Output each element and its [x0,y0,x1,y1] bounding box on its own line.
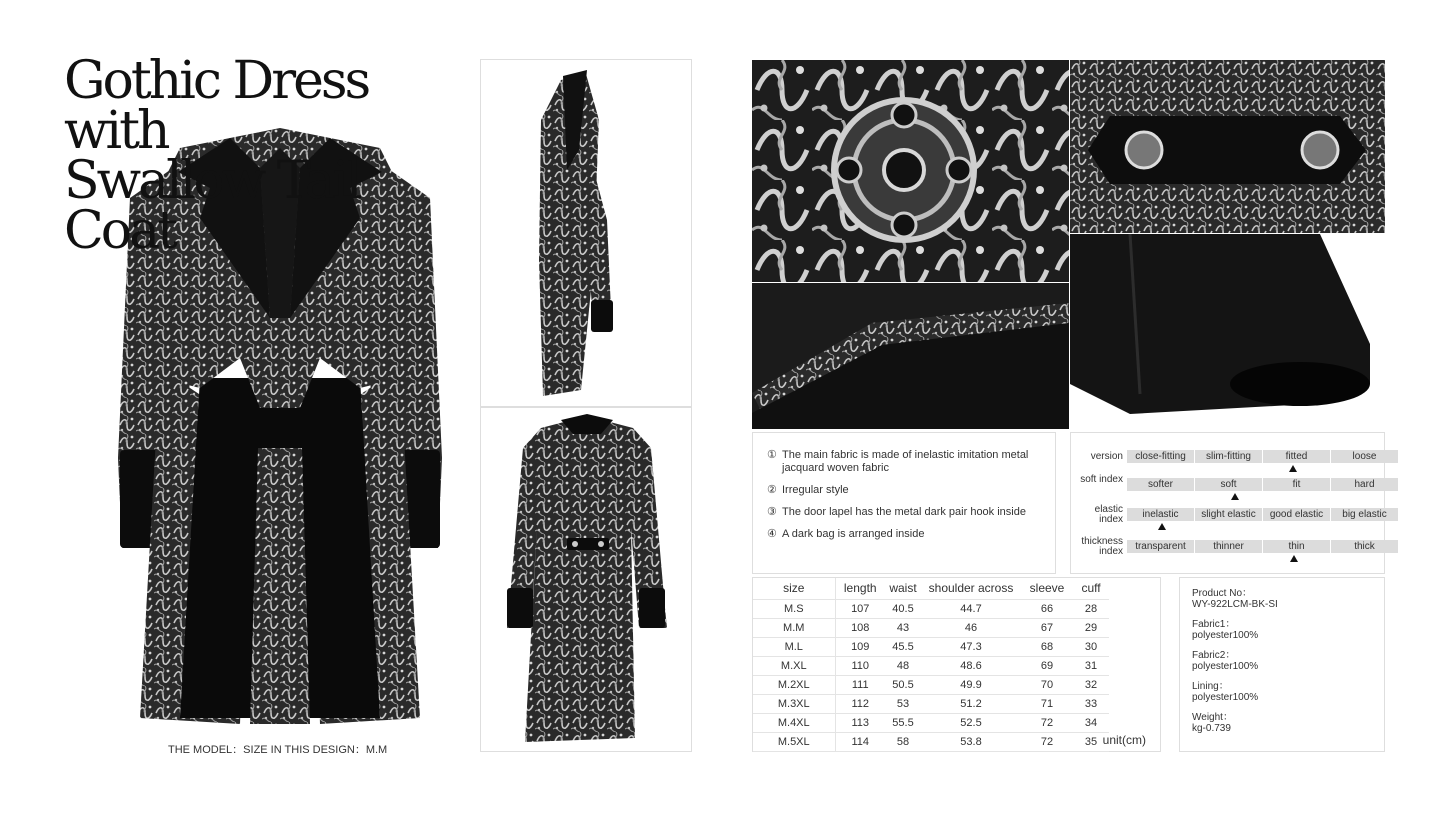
table-cell: 29 [1084,621,1098,634]
version-option: slim-fitting [1195,450,1262,463]
table-cell: 33 [1084,697,1098,710]
table-cell: M.4XL [753,713,835,732]
table-cell: 49.9 [960,678,982,691]
elastic-option: inelastic [1127,508,1194,521]
table-row [753,675,1109,694]
table-cell: M.S [753,599,835,618]
version-marker [1289,465,1297,472]
soft-option: fit [1263,478,1330,491]
table-row [753,637,1109,656]
table-cell: 113 [851,716,870,729]
header-shoulder: shoulder across [928,581,1014,596]
table-cell: 69 [1040,659,1054,672]
table-cell: 53 [896,697,910,710]
feature-item: ③ The door lapel has the metal dark pair hook inside [767,506,1026,518]
table-cell: 107 [851,602,870,615]
unit-label: unit(cm) [1102,733,1146,747]
table-cell: 40.5 [892,602,914,615]
table-cell: 72 [1040,735,1054,748]
table-cell: 53.8 [960,735,982,748]
header-size: size [753,578,835,599]
table-cell: 43 [896,621,910,634]
table-cell: M.L [753,637,835,656]
elastic-index-label: elastic index [1094,504,1123,525]
table-row [753,694,1109,713]
thickness-option: thinner [1195,540,1262,553]
table-cell: 110 [851,659,870,672]
soft-option: soft [1195,478,1262,491]
version-option: fitted [1263,450,1330,463]
table-cell: 46 [964,621,978,634]
soft-index-marker [1231,493,1239,500]
fit-index-panel [1070,432,1385,574]
version-option: close-fitting [1127,450,1194,463]
table-cell: 67 [1040,621,1054,634]
table-row [753,599,1109,618]
table-cell: 47.3 [960,640,982,653]
table-row [753,713,1109,732]
table-cell: 58 [896,735,910,748]
table-cell: M.2XL [753,675,835,694]
table-cell: 48 [896,659,910,672]
soft-option: hard [1331,478,1398,491]
cuff-detail-photo [1070,234,1385,429]
elastic-option: good elastic [1263,508,1330,521]
soft-option: softer [1127,478,1194,491]
feature-item: ① The main fabric is made of inelastic imitation metal jacquard woven fabric [767,449,1029,474]
feature-item: ② Irregular style [767,484,849,496]
table-cell: 52.5 [960,716,982,729]
thickness-index-marker [1290,555,1298,562]
table-cell: 31 [1084,659,1098,672]
side-view-photo [480,59,692,407]
table-cell: 51.2 [960,697,982,710]
page-title [64,51,484,261]
table-cell: 112 [851,697,870,710]
table-cell: 111 [851,678,869,691]
header-sleeve: sleeve [1029,581,1065,596]
lining-info: Lining： polyester100% [1192,681,1259,703]
elastic-option: slight elastic [1195,508,1262,521]
table-row [753,656,1109,675]
table-cell: 55.5 [892,716,914,729]
table-cell: 50.5 [892,678,914,691]
table-cell: 34 [1084,716,1098,729]
header-length: length [843,581,877,596]
weight-info: Weight： kg-0.739 [1192,712,1233,734]
thickness-option: transparent [1127,540,1194,553]
version-option: loose [1331,450,1398,463]
table-cell: 48.6 [960,659,982,672]
table-cell: 28 [1084,602,1098,615]
table-cell: M.M [753,618,835,637]
header-waist: waist [889,581,917,596]
back-strap-detail-photo [1070,60,1385,233]
table-cell: 45.5 [892,640,914,653]
product-info [1179,577,1385,752]
back-view-photo [480,407,692,752]
fabric1-info: Fabric1： polyester100% [1192,619,1259,641]
table-cell: 109 [851,640,870,653]
table-cell: 68 [1040,640,1054,653]
button-detail-photo [752,60,1069,282]
elastic-index-marker [1158,523,1166,530]
table-cell: 108 [851,621,870,634]
version-label: version [1090,451,1123,462]
feature-list [752,432,1056,574]
lining-edge-detail-photo [752,283,1069,429]
thickness-option: thin [1263,540,1330,553]
fabric2-info: Fabric2： polyester100% [1192,650,1259,672]
table-cell: M.XL [753,656,835,675]
size-chart [752,577,1161,752]
table-row [753,618,1109,637]
model-size-caption: THE MODEL：SIZE IN THIS DESIGN：M.M [168,744,388,756]
title-line-1: Gothic Dress with [64,51,369,161]
table-cell: M.5XL [753,732,835,751]
table-cell: 71 [1040,697,1054,710]
soft-index-label: soft index [1080,474,1123,485]
header-cuff: cuff [1081,581,1101,596]
table-cell: 44.7 [960,602,982,615]
table-cell: 30 [1084,640,1098,653]
table-cell: 72 [1040,716,1054,729]
elastic-option: big elastic [1331,508,1398,521]
thickness-index-label: thickness index [1081,536,1123,557]
table-cell: M.3XL [753,694,835,713]
table-cell: 114 [851,735,870,748]
table-cell: 35 [1084,735,1098,748]
size-header-row [753,578,1109,599]
table-cell: 32 [1084,678,1098,691]
title-line-2: Swallow Tail Coat [64,151,360,261]
table-cell: 70 [1040,678,1054,691]
product-number: Product No： WY-922LCM-BK-SI [1192,588,1278,610]
table-row [753,732,1109,751]
table-cell: 66 [1040,602,1054,615]
feature-item: ④ A dark bag is arranged inside [767,528,925,540]
thickness-option: thick [1331,540,1398,553]
